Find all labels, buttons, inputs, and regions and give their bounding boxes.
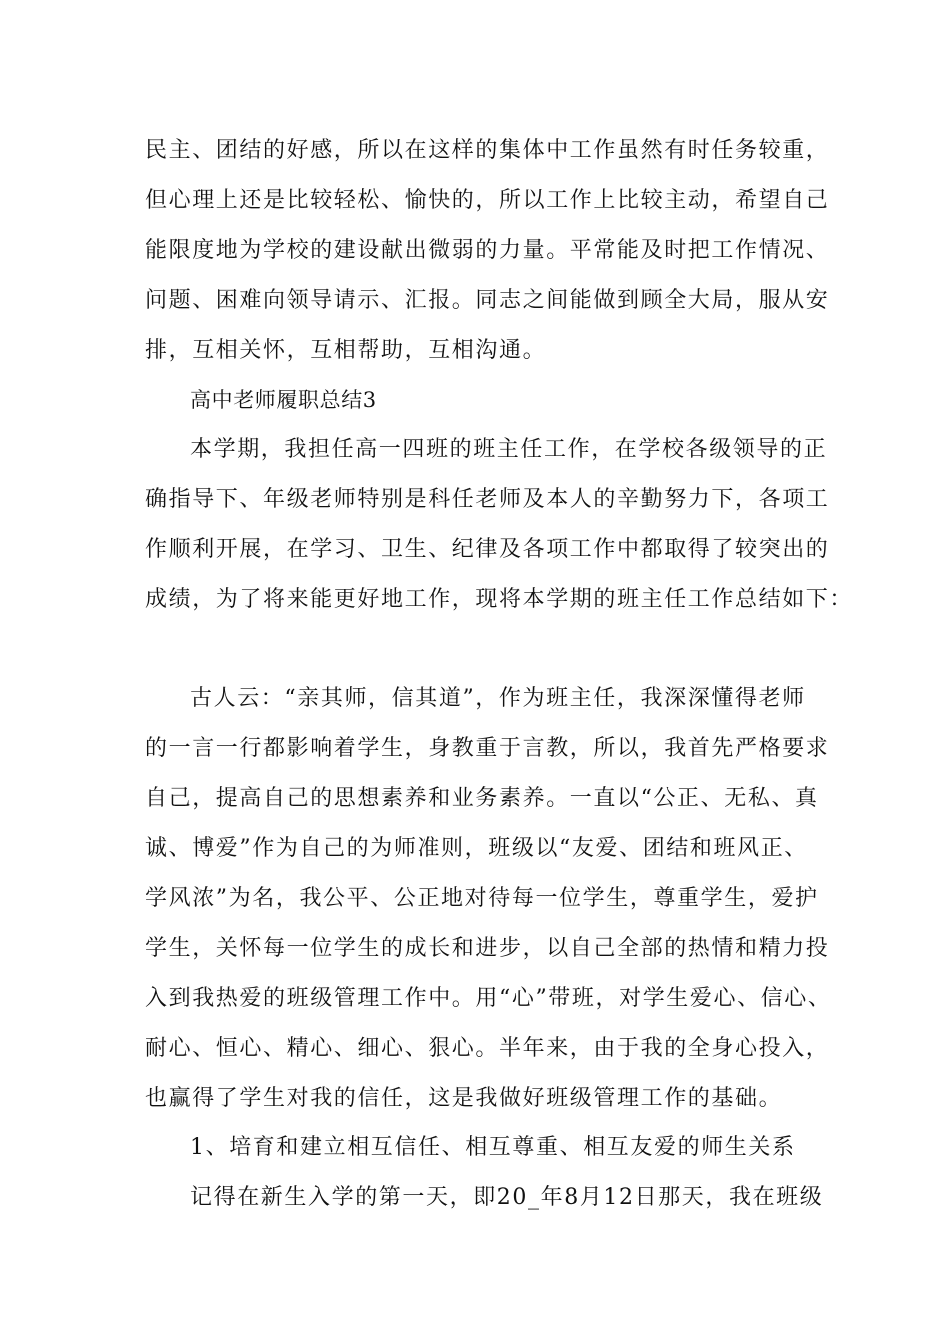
paragraph-line: 自己，提高自己的思想素养和业务素养。一直以“公正、无私、真 xyxy=(145,786,819,811)
paragraph-line: 诚、博爱”作为自己的为师准则，班级以“友爱、团结和班风正、 xyxy=(145,836,808,861)
section-heading: 高中老师履职总结3 xyxy=(190,388,377,412)
paragraph-line: 民主、团结的好感，所以在这样的集体中工作虽然有时任务较重， xyxy=(145,138,830,163)
paragraph-line: 入到我热爱的班级管理工作中。用“心”带班，对学生爱心、信心、 xyxy=(145,986,832,1011)
numbered-heading: 1、培育和建立相互信任、相互尊重、相互友爱的师生关系 xyxy=(190,1135,796,1160)
paragraph-line: 但心理上还是比较轻松、愉快的，所以工作上比较主动，希望自己 xyxy=(145,188,830,213)
paragraph-line: 记得在新生入学的第一天，即20_年8月12日那天，我在班级 xyxy=(190,1185,824,1210)
paragraph-line: 问题、困难向领导请示、汇报。同志之间能做到顾全大局，服从安 xyxy=(145,288,830,313)
paragraph-line: 学风浓”为名，我公平、公正地对待每一位学生，尊重学生，爱护 xyxy=(145,886,819,911)
paragraph-line: 古人云：“亲其师，信其道”，作为班主任，我深深懂得老师 xyxy=(190,686,806,711)
paragraph-line: 也赢得了学生对我的信任，这是我做好班级管理工作的基础。 xyxy=(145,1086,783,1111)
paragraph-line: 耐心、恒心、精心、细心、狠心。半年来，由于我的全身心投入， xyxy=(145,1036,830,1061)
paragraph-line: 学生，关怀每一位学生的成长和进步，以自己全部的热情和精力投 xyxy=(145,936,830,961)
paragraph-line: 排，互相关怀，互相帮助，互相沟通。 xyxy=(145,338,547,363)
paragraph-line: 能限度地为学校的建设献出微弱的力量。平常能及时把工作情况、 xyxy=(145,238,830,263)
paragraph-line: 作顺利开展，在学习、卫生、纪律及各项工作中都取得了较突出的 xyxy=(145,537,830,562)
paragraph-line: 成绩，为了将来能更好地工作，现将本学期的班主任工作总结如下： xyxy=(145,587,854,612)
paragraph-line: 确指导下、年级老师特别是科任老师及本人的辛勤努力下，各项工 xyxy=(145,487,830,512)
paragraph-line: 本学期，我担任高一四班的班主任工作，在学校各级领导的正 xyxy=(190,437,828,462)
paragraph-line: 的一言一行都影响着学生，身教重于言教，所以，我首先严格要求 xyxy=(145,736,830,761)
